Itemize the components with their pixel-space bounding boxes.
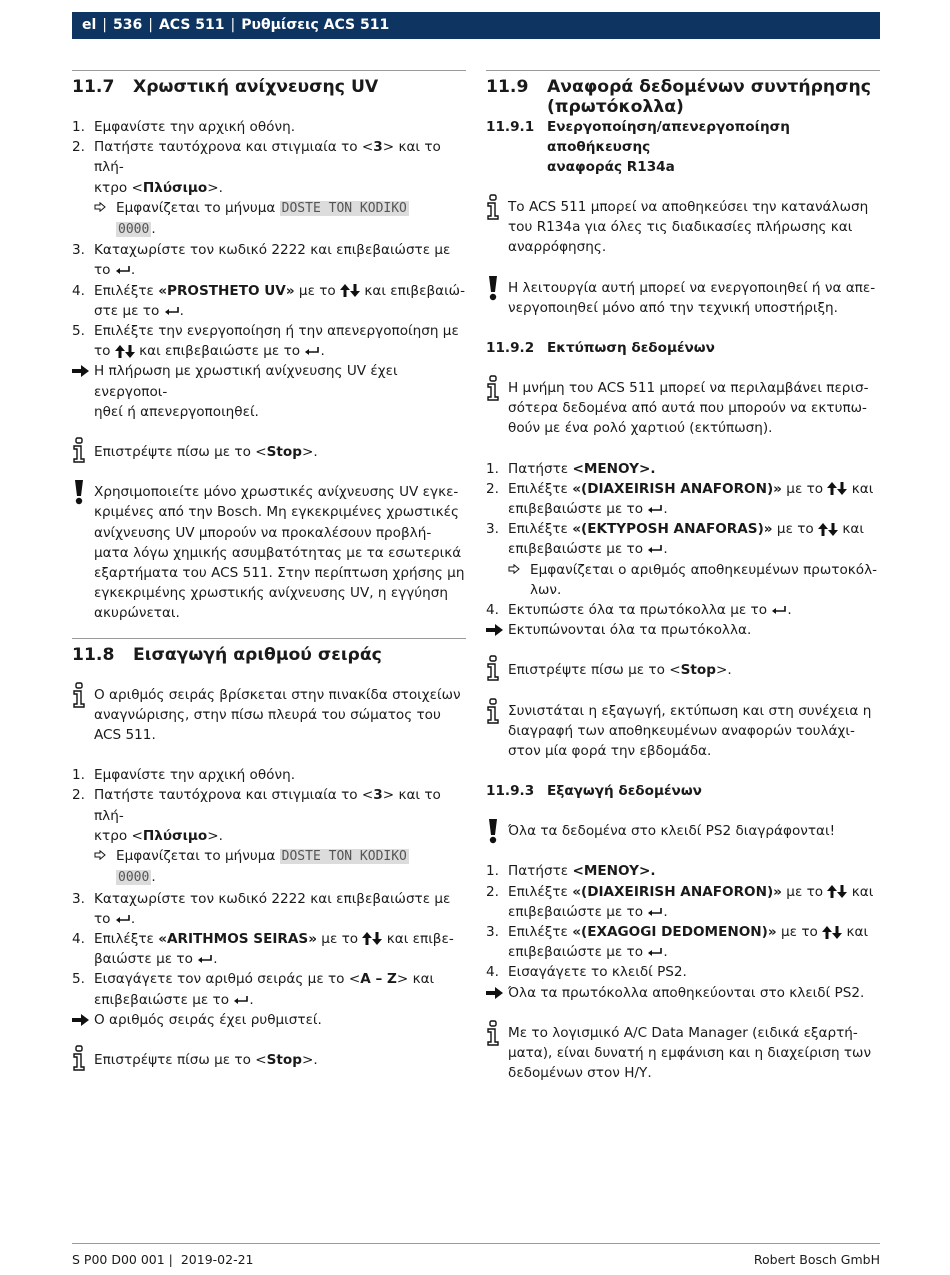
note-text bbox=[508, 197, 880, 258]
result-arrow-icon bbox=[72, 1010, 94, 1030]
text: του R134a για όλες τις διαδικασίες πλήρωσης και bbox=[508, 219, 853, 236]
text: ACS 511. bbox=[94, 727, 156, 744]
list-item bbox=[72, 281, 466, 321]
step-number: 4. bbox=[486, 602, 499, 619]
text: θούν με ένα ρολό χαρτιού (εκτύπωση). bbox=[508, 420, 773, 437]
warning-icon bbox=[486, 278, 508, 318]
info-note bbox=[72, 1050, 466, 1070]
text: ανίχνευσης UV μπορούν να προκαλέσουν προβλή- bbox=[94, 524, 432, 541]
doc-number: S P00 D00 001 bbox=[72, 1252, 165, 1267]
step-number: 2. bbox=[72, 787, 85, 804]
note-text bbox=[94, 442, 466, 462]
text: Ο αριθμός σειράς βρίσκεται στην πινακίδα στοιχείων bbox=[94, 686, 461, 703]
code: 2222 bbox=[271, 890, 306, 907]
list-item bbox=[72, 889, 466, 929]
arrow-down-icon bbox=[828, 523, 838, 536]
subsection-title: Εξαγωγή δεδομένων bbox=[547, 783, 702, 800]
header-product: ACS 511 bbox=[158, 17, 225, 33]
subsection-heading bbox=[486, 338, 880, 358]
key-label: Πλύσιμο bbox=[142, 827, 208, 844]
text: Επιστρέψτε πίσω με το < bbox=[94, 1051, 267, 1068]
enter-icon bbox=[771, 605, 787, 615]
step-number: 1. bbox=[486, 863, 499, 880]
warning-icon bbox=[486, 821, 508, 841]
key-label: 3 bbox=[373, 139, 383, 156]
list-item bbox=[486, 861, 880, 881]
enter-icon bbox=[647, 947, 663, 957]
text: ακυρώνεται. bbox=[94, 605, 180, 622]
arrow-up-icon bbox=[827, 885, 837, 898]
arrow-down-icon bbox=[372, 932, 382, 945]
note-text bbox=[508, 378, 880, 439]
text: Καταχωρίστε τον κωδικό bbox=[94, 890, 272, 907]
step-number: 1. bbox=[72, 767, 85, 784]
text: αναφοράς R134a bbox=[547, 159, 675, 175]
sub-item bbox=[72, 846, 466, 888]
enter-icon bbox=[115, 914, 131, 924]
step-text bbox=[94, 361, 466, 422]
text: Επιλέξτε bbox=[508, 521, 573, 538]
arrow-down-icon bbox=[350, 284, 360, 297]
enter-icon bbox=[304, 346, 320, 356]
enter-icon bbox=[164, 306, 180, 316]
list-item bbox=[486, 600, 880, 620]
arrow-up-icon bbox=[340, 284, 350, 297]
section-number: 11.8 bbox=[72, 644, 115, 665]
text: με το bbox=[294, 282, 341, 299]
text: και bbox=[847, 480, 874, 497]
text: διαγραφή των αποθηκευμένων αναφορών τουλάχι- bbox=[508, 722, 855, 739]
text: Εκτυπώστε όλα τα πρωτόκολλα με το bbox=[508, 602, 772, 619]
arrow-up-icon bbox=[362, 932, 372, 945]
step-text: Όλα τα πρωτόκολλα αποθηκεύονται στο κλειδί PS2. bbox=[508, 984, 865, 1001]
list-item bbox=[486, 922, 880, 962]
note-text bbox=[508, 660, 880, 680]
step-text bbox=[116, 846, 409, 888]
text: επιβεβαιώστε με το bbox=[508, 903, 648, 920]
key-label: Stop bbox=[266, 1051, 302, 1068]
info-icon bbox=[72, 1050, 94, 1070]
text: Η μνήμη του ACS 511 μπορεί να περιλαμβάνει περισ- bbox=[508, 380, 869, 397]
key-label: Stop bbox=[266, 444, 302, 461]
text: αναγνώρισης, στην πίσω πλευρά του σώματος του bbox=[94, 706, 441, 723]
subsection-heading bbox=[486, 781, 880, 801]
text: Συνιστάται η εξαγωγή, εκτύπωση και στη συνέχεια η bbox=[508, 702, 872, 719]
section-11-8 bbox=[72, 638, 466, 1070]
step-number: 5. bbox=[72, 971, 85, 988]
text: Επιλέξτε bbox=[94, 930, 159, 947]
info-note bbox=[72, 685, 466, 746]
text: Εμφανίζεται ο αριθμός αποθηκευμένων πρωτοκόλ- bbox=[530, 561, 878, 578]
step-text: Καταχωρίστε τον κωδικό 2222 και επιβεβαιώστε με το . bbox=[94, 890, 451, 927]
left-column bbox=[72, 70, 466, 1070]
text: και bbox=[838, 521, 864, 538]
text: και επιβεβαιώστε με bbox=[305, 890, 451, 907]
list-item bbox=[486, 519, 880, 559]
footer-left: S P00 D00 001 | 2019-02-21 bbox=[72, 1252, 254, 1267]
text: κτρο < bbox=[94, 827, 143, 844]
text: με το bbox=[772, 521, 819, 538]
note-text bbox=[94, 482, 466, 623]
display-message: 0000 bbox=[118, 222, 150, 238]
section-number: 11.7 bbox=[72, 77, 115, 97]
step-text: Εισαγάγετε τον αριθμό σειράς με το <A – Z> και επιβεβαιώστε με το . bbox=[94, 971, 435, 1008]
info-icon bbox=[486, 660, 508, 680]
text: κτρο < bbox=[94, 179, 143, 196]
list-item bbox=[486, 882, 880, 922]
section-title: Χρωστική ανίχνευσης UV bbox=[133, 77, 379, 97]
result-item bbox=[72, 1010, 466, 1030]
note-text bbox=[94, 1050, 466, 1070]
result-item bbox=[72, 361, 466, 422]
text: Εμφανίζεται το μήνυμα bbox=[116, 848, 280, 865]
text: βαιώστε με το bbox=[94, 951, 198, 968]
text: >. bbox=[301, 444, 318, 461]
enter-icon bbox=[647, 907, 663, 917]
text: Επιλέξτε bbox=[508, 883, 573, 900]
text: επιβεβαιώστε με το bbox=[508, 501, 648, 518]
step-number: 1. bbox=[72, 119, 85, 135]
text: Πατήστε bbox=[508, 460, 573, 477]
key-label: Πλύσιμο bbox=[142, 179, 208, 196]
list-item bbox=[72, 765, 466, 785]
info-icon bbox=[486, 701, 508, 762]
note-text bbox=[508, 701, 880, 762]
text: και bbox=[847, 883, 874, 900]
section-heading bbox=[486, 71, 880, 117]
list-item bbox=[72, 117, 466, 137]
step-text: Επιλέξτε «(DIAXEIRISH ANAFORON)» με το και επιβεβαιώστε με το . bbox=[508, 480, 874, 518]
display-message: DOSTE TON KODIKO bbox=[281, 849, 407, 865]
warning-icon bbox=[72, 482, 94, 623]
step-text bbox=[94, 137, 466, 198]
step-number: 2. bbox=[72, 139, 85, 156]
list-item bbox=[486, 962, 880, 982]
list-item bbox=[486, 479, 880, 519]
text: δεδομένων στον Η/Υ. bbox=[508, 1065, 652, 1082]
list-item bbox=[72, 969, 466, 1009]
list-item bbox=[72, 321, 466, 361]
sub-item bbox=[72, 198, 466, 240]
text: Η πλήρωση με χρωστική ανίχνευσης UV έχει ενεργοποι- bbox=[94, 363, 398, 400]
step-text bbox=[508, 459, 880, 479]
menu-option: «ARITHMOS SEIRAS» bbox=[158, 930, 317, 947]
step-text: Επιλέξτε «(EXAGOGI DEDOMENON)» με το και επιβεβαιώστε με το . bbox=[508, 924, 869, 961]
step-text: Ο αριθμός σειράς έχει ρυθμιστεί. bbox=[94, 1011, 322, 1028]
key-label: 3 bbox=[373, 787, 383, 804]
text: και επιβε- bbox=[382, 930, 454, 947]
section-number: 11.9 bbox=[486, 77, 529, 97]
step-text: Επιλέξτε «ARITHMOS SEIRAS» με το και επιβε- βαιώστε με το . bbox=[94, 930, 454, 968]
note-text bbox=[94, 685, 466, 746]
step-text: Εμφανίστε την αρχική οθόνη. bbox=[94, 767, 296, 784]
section-heading bbox=[72, 639, 466, 665]
text: Πατήστε bbox=[508, 863, 573, 880]
step-text: Εμφανίστε την αρχική οθόνη. bbox=[94, 119, 296, 135]
info-icon bbox=[72, 685, 94, 746]
text: (πρωτόκολλα) bbox=[547, 97, 684, 117]
header-page: 536 bbox=[113, 17, 143, 33]
warning-note bbox=[486, 278, 880, 318]
text: και επιβεβαιώστε με το bbox=[134, 343, 305, 360]
info-icon bbox=[486, 378, 508, 439]
text: Ενεργοποίηση/απενεργοποίηση αποθήκευσης bbox=[547, 119, 790, 155]
header-lang: el bbox=[82, 17, 97, 33]
info-icon bbox=[486, 197, 508, 258]
info-note bbox=[486, 378, 880, 439]
key-label: <MENOY>. bbox=[572, 863, 656, 880]
text: Επιλέξτε bbox=[508, 924, 573, 941]
enter-icon bbox=[197, 954, 213, 964]
text: > και το πλή- bbox=[94, 787, 441, 824]
result-item bbox=[486, 620, 880, 640]
warning-note bbox=[72, 482, 466, 623]
text: Με το λογισμικό A/C Data Manager (ειδικά εξαρτή- bbox=[508, 1024, 858, 1041]
step-number: 2. bbox=[486, 883, 499, 900]
arrow-up-icon bbox=[115, 345, 125, 358]
text: Πατήστε ταυτόχρονα και στιγμιαία το < bbox=[94, 787, 374, 804]
arrow-down-icon bbox=[125, 345, 135, 358]
step-text: Καταχωρίστε τον κωδικό 2222 και επιβεβαιώστε με το . bbox=[94, 242, 451, 279]
note-text: Όλα τα δεδομένα στο κλειδί PS2 διαγράφονται! bbox=[508, 823, 836, 840]
step-number: 3. bbox=[72, 890, 85, 907]
text: Επιλέξτε bbox=[94, 282, 159, 299]
subsection-number: 11.9.3 bbox=[486, 783, 535, 800]
code: 2222 bbox=[271, 242, 306, 259]
arrow-down-icon bbox=[832, 926, 842, 939]
page-header: el | 536 | ACS 511 | Ρυθμίσεις ACS 511 bbox=[72, 12, 880, 39]
info-note bbox=[486, 660, 880, 680]
text: με το bbox=[316, 930, 363, 947]
text: . bbox=[151, 869, 156, 886]
text: και επιβεβαιώστε με bbox=[305, 242, 451, 259]
section-11-7 bbox=[72, 70, 466, 624]
step-number: 4. bbox=[486, 964, 499, 981]
step-text: Επιλέξτε «(EKTYPOSH ANAFORAS)» με το και επιβεβαιώστε με το . bbox=[508, 521, 864, 558]
warning-note bbox=[486, 821, 880, 841]
step-number: 3. bbox=[72, 242, 85, 259]
text: . bbox=[151, 221, 156, 238]
arrow-up-icon bbox=[827, 482, 837, 495]
menu-option: «(EKTYPOSH ANAFORAS)» bbox=[572, 521, 773, 538]
info-note bbox=[486, 1023, 880, 1084]
text: >. bbox=[715, 662, 732, 679]
page-footer bbox=[72, 1243, 880, 1267]
text: Χρησιμοποιείτε μόνο χρωστικές ανίχνευσης UV εγκε- bbox=[94, 484, 459, 501]
step-text: Εκτυπώνονται όλα τα πρωτόκολλα. bbox=[508, 622, 752, 639]
step-number: 5. bbox=[72, 323, 85, 340]
text: ηθεί ή απενεργοποιηθεί. bbox=[94, 403, 259, 420]
text: λων. bbox=[530, 581, 562, 598]
note-text bbox=[508, 278, 880, 318]
enter-icon bbox=[233, 995, 249, 1005]
text: ματα), είναι δυνατή η εμφάνιση και η διαχείριση των bbox=[508, 1045, 872, 1062]
step-number: 2. bbox=[486, 480, 499, 497]
step-text: Επιλέξτε «(DIAXEIRISH ANAFORON)» με το και επιβεβαιώστε με το . bbox=[508, 883, 874, 920]
text: > και bbox=[396, 971, 435, 988]
text: εγκεκριμένης χρωστικής ανίχνευσης UV, η εγγύηση bbox=[94, 585, 449, 602]
result-arrow-icon bbox=[486, 983, 508, 1003]
info-icon bbox=[486, 1023, 508, 1084]
text: στον μία φορά την εβδομάδα. bbox=[508, 743, 712, 760]
text: Επιλέξτε την ενεργοποίηση ή την απενεργοποίηση με bbox=[94, 323, 459, 340]
arrow-down-icon bbox=[837, 885, 847, 898]
text: Πατήστε ταυτόχρονα και στιγμιαία το < bbox=[94, 139, 374, 156]
step-number: 4. bbox=[72, 282, 85, 299]
step-text bbox=[508, 861, 880, 881]
step-text: Εισαγάγετε το κλειδί PS2. bbox=[508, 964, 687, 981]
step-number: 1. bbox=[486, 460, 499, 477]
text: >. bbox=[207, 827, 223, 844]
text: το bbox=[94, 343, 115, 360]
text: Η λειτουργία αυτή μπορεί να ενεργοποιηθεί ή να απε- bbox=[508, 279, 876, 296]
list-item bbox=[72, 137, 466, 198]
text: σότερα δεδομένα από αυτά που μπορούν να εκτυπω- bbox=[508, 400, 867, 417]
text: με το bbox=[781, 480, 828, 497]
step-text: Εκτυπώστε όλα τα πρωτόκολλα με το . bbox=[508, 602, 792, 619]
hollow-arrow-icon bbox=[508, 560, 530, 600]
text: με το bbox=[776, 924, 823, 941]
menu-option: «(EXAGOGI DEDOMENON)» bbox=[572, 924, 777, 941]
arrow-up-icon bbox=[822, 926, 832, 939]
text: επιβεβαιώστε με το bbox=[508, 944, 648, 961]
display-message: DOSTE TON KODIKO bbox=[281, 200, 407, 216]
section-title bbox=[547, 77, 871, 117]
list-item bbox=[72, 240, 466, 280]
arrow-down-icon bbox=[837, 482, 847, 495]
list-item bbox=[72, 785, 466, 846]
subsection-number: 11.9.2 bbox=[486, 340, 535, 357]
list-item bbox=[72, 929, 466, 969]
key-label: <MENOY>. bbox=[572, 460, 656, 477]
info-icon bbox=[72, 442, 94, 462]
result-item bbox=[486, 983, 880, 1003]
text: στε με το bbox=[94, 302, 164, 319]
result-arrow-icon bbox=[486, 620, 508, 640]
doc-date: 2019-02-21 bbox=[180, 1252, 254, 1267]
info-note bbox=[486, 701, 880, 762]
text: Αναφορά δεδομένων συντήρησης bbox=[547, 77, 871, 97]
subsection-title: Εκτύπωση δεδομένων bbox=[547, 340, 715, 357]
hollow-arrow-icon bbox=[94, 198, 116, 240]
company-name: Robert Bosch GmbH bbox=[753, 1252, 880, 1267]
text: Επιλέξτε bbox=[508, 480, 573, 497]
text: και επιβεβαιώ- bbox=[360, 282, 465, 299]
text: Καταχωρίστε τον κωδικό bbox=[94, 242, 272, 259]
header-title: Ρυθμίσεις ACS 511 bbox=[241, 17, 390, 33]
subsection-title bbox=[547, 117, 880, 177]
text: το bbox=[94, 910, 115, 927]
text: Επιστρέψτε πίσω με το < bbox=[94, 444, 267, 461]
arrow-up-icon bbox=[818, 523, 828, 536]
text: επιβεβαιώστε με το bbox=[508, 541, 648, 558]
menu-option: «PROSTHETO UV» bbox=[158, 282, 295, 299]
text: νεργοποιηθεί μόνο από την τεχνική υποστήριξη. bbox=[508, 299, 838, 316]
text: Εισαγάγετε τον αριθμό σειράς με το < bbox=[94, 971, 361, 988]
subsection-heading bbox=[486, 117, 880, 177]
text: κριμένες από την Bosch. Μη εγκεκριμένες χρωστικές bbox=[94, 504, 459, 521]
text: >. bbox=[207, 179, 223, 196]
step-number: 3. bbox=[486, 521, 499, 538]
step-number: 4. bbox=[72, 930, 85, 947]
enter-icon bbox=[647, 544, 663, 554]
step-text bbox=[94, 785, 466, 846]
menu-option: «(DIAXEIRISH ANAFORON)» bbox=[572, 480, 782, 497]
hollow-arrow-icon bbox=[94, 846, 116, 888]
sub-item bbox=[486, 560, 880, 600]
step-text: Επιλέξτε την ενεργοποίηση ή την απενεργοποίηση με το και επιβεβαιώστε με το . bbox=[94, 323, 459, 360]
note-text bbox=[508, 1023, 880, 1084]
subsection-number: 11.9.1 bbox=[486, 119, 535, 135]
menu-option: «(DIAXEIRISH ANAFORON)» bbox=[572, 883, 782, 900]
right-column bbox=[486, 70, 880, 1084]
step-text bbox=[530, 560, 877, 600]
key-label: A – Z bbox=[360, 971, 397, 988]
step-number: 3. bbox=[486, 924, 499, 941]
text: > και το πλή- bbox=[94, 139, 441, 176]
text: με το bbox=[781, 883, 828, 900]
text: αναρρόφησης. bbox=[508, 239, 607, 256]
section-title: Εισαγωγή αριθμού σειράς bbox=[133, 644, 382, 665]
display-message: 0000 bbox=[118, 870, 150, 886]
text: και bbox=[842, 924, 869, 941]
key-label: Stop bbox=[680, 662, 716, 679]
info-note bbox=[72, 442, 466, 462]
step-text: Επιλέξτε «PROSTHETO UV» με το και επιβεβαιώ- στε με το . bbox=[94, 282, 465, 319]
enter-icon bbox=[647, 504, 663, 514]
list-item bbox=[486, 459, 880, 479]
text: Εμφανίζεται το μήνυμα bbox=[116, 199, 280, 216]
step-text bbox=[116, 198, 409, 240]
text: το bbox=[94, 262, 115, 279]
text: Επιστρέψτε πίσω με το < bbox=[508, 662, 681, 679]
section-heading bbox=[72, 71, 466, 97]
text: >. bbox=[301, 1051, 318, 1068]
text: Το ACS 511 μπορεί να αποθηκεύσει την κατανάλωση bbox=[508, 199, 869, 215]
enter-icon bbox=[115, 265, 131, 275]
text: επιβεβαιώστε με το bbox=[94, 991, 234, 1008]
text: ματα λόγω χημικής ασυμβατότητας με τα εσωτερικά bbox=[94, 544, 462, 561]
text: εξαρτήματα του ACS 511. Στην περίπτωση χρήσης μη bbox=[94, 565, 465, 582]
result-arrow-icon bbox=[72, 361, 94, 422]
info-note bbox=[486, 197, 880, 258]
section-11-9 bbox=[486, 70, 880, 1084]
